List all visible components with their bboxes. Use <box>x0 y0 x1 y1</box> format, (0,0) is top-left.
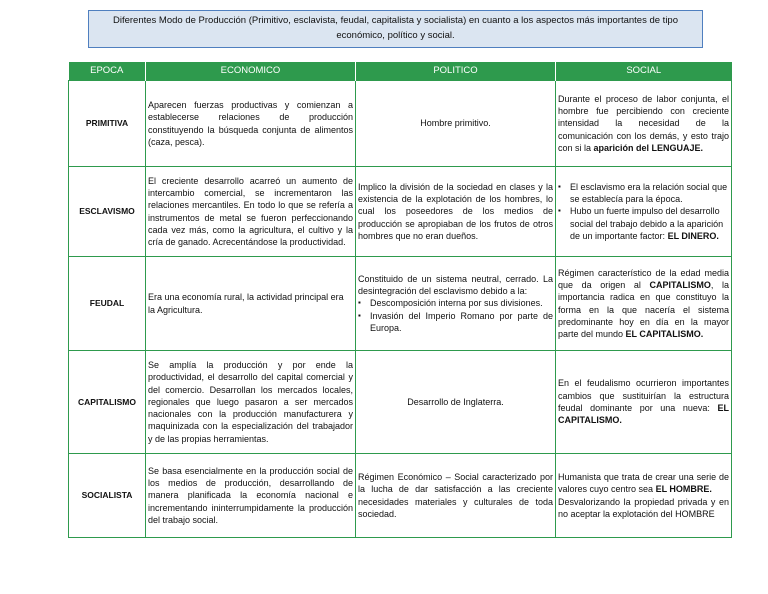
social-highlight: EL DINERO. <box>667 230 719 241</box>
social-highlight: aparición del LENGUAJE. <box>593 142 704 153</box>
social-text: Durante el proceso de labor conjunta, el hombre fue percibiendo con creciente intensidad la necesidad de la comunicación con los demás, y esto trajo con si la <box>558 93 729 153</box>
modes-of-production-table <box>68 62 732 538</box>
epoca-cell: ESCLAVISMO <box>69 167 146 257</box>
social-para-2: Desvalorizando la propiedad privada y en no aceptar la explotación del HOMBRE <box>558 496 729 519</box>
social-text: Régimen característico de la edad media que da origen al <box>558 267 729 290</box>
bullet-text: Descomposición interna por sus divisiones. <box>370 298 543 309</box>
economico-cell: Se amplía la producción y por ende la productividad, el desarrollo del capital comercial y del comercio. Desarrollan los mercados locales, regionales que luego pasaron a ser mercados nacionales con la producción manufacturera y maquinizada con la especialización del trabajador y de las propias herramientas. <box>146 351 356 454</box>
bullet-text: Invasión del Imperio Romano por parte de Europa. <box>370 310 553 333</box>
social-para <box>558 471 729 496</box>
row-feudal <box>69 257 732 351</box>
social-cell <box>556 167 732 257</box>
row-socialista <box>69 454 732 538</box>
header-epoca: EPOCA <box>69 62 146 81</box>
row-esclavismo <box>69 167 732 257</box>
social-text: Humanista que trata de crear una serie de valores cuyo centro sea <box>558 471 729 495</box>
header-social: SOCIAL <box>556 62 732 81</box>
politico-cell: Implico la división de la sociedad en clases y la existencia de la explotación de los hombres, lo cual los poseedores de los medios de producción se apropiaban de los frutos de otros hombres que no eran dueños. <box>356 167 556 257</box>
header-politico: POLITICO <box>356 62 556 81</box>
economico-cell: Era una economía rural, la actividad principal era la Agricultura. <box>146 257 356 351</box>
header-economico: ECONOMICO <box>146 62 356 81</box>
document-title: Diferentes Modo de Producción (Primitivo, esclavista, feudal, capitalista y socialista) en cuanto a los aspectos más importantes de tipo económico, político y social. <box>88 10 703 48</box>
politico-bullet-item <box>358 297 553 309</box>
social-highlight-end: EL CAPITALISMO. <box>625 329 704 340</box>
bullet-icon: ▪ <box>558 181 561 191</box>
social-cell <box>556 454 732 538</box>
economico-cell: Aparecen fuerzas productivas y comienzan a establecerse relaciones de producción constituyendo la búsqueda conjunta de alimentos (caza, pesca). <box>146 81 356 167</box>
bullet-icon: ▪ <box>358 298 361 308</box>
politico-cell: Desarrollo de Inglaterra. <box>356 351 556 454</box>
epoca-cell: PRIMITIVA <box>69 81 146 167</box>
social-cell <box>556 351 732 454</box>
bullet-text: El esclavismo era la relación social que se establecía para la época. <box>570 181 728 205</box>
social-bullet-item <box>558 181 729 206</box>
bullet-text-main: Hubo un fuerte impulso del desarrollo social del trabajo debido a la aparición de un importante factor: <box>570 206 724 241</box>
social-highlight: EL CAPITALISMO. <box>558 403 729 426</box>
social-cell <box>556 81 732 167</box>
economico-cell: El creciente desarrollo acarreó un aumento de intercambio comercial, se incrementaron las relaciones mercantiles. En todo lo que se refería a instrumentos de metal se fueron perfeccionando cada vez más, como la agricultura, el cultivo y la cría de ganado. Acrecentándose la productividad. <box>146 167 356 257</box>
social-bullet-item <box>558 205 729 242</box>
politico-bullet-item <box>358 310 553 335</box>
politico-cell: Régimen Económico – Social caracterizado por la lucha de dar satisfacción a las creciente necesidades materiales y culturales de toda sociedad. <box>356 454 556 538</box>
politico-intro: Constituido de un sistema neutral, cerrado. La desintegración del esclavismo debido a la: <box>358 273 553 297</box>
epoca-cell: FEUDAL <box>69 257 146 351</box>
header-row <box>69 62 732 81</box>
bullet-text <box>570 205 729 242</box>
social-text: En el feudalismo ocurrieron importantes cambios que sustituirían la estructura feudal dominante por una nueva: <box>558 378 729 413</box>
row-capitalismo <box>69 351 732 454</box>
social-highlight: EL HOMBRE. <box>655 484 712 495</box>
bullet-icon: ▪ <box>558 206 561 216</box>
social-highlight: CAPITALISMO <box>649 279 711 290</box>
social-cell <box>556 257 732 351</box>
social-text-cont: , la importancia radica en que constituyo la forma en la que nacería el sistema predominante hoy en día en la mayor parte del mundo <box>558 279 729 340</box>
epoca-cell: CAPITALISMO <box>69 351 146 454</box>
politico-cell <box>356 257 556 351</box>
row-primitiva <box>69 81 732 167</box>
bullet-icon: ▪ <box>358 310 361 320</box>
epoca-cell: SOCIALISTA <box>69 454 146 538</box>
economico-cell: Se basa esencialmente en la producción social de los medios de producción, desarrollando de manera planificada la economía nacional e incrementando ininterrumpidamente la producción del trabajo social. <box>146 454 356 538</box>
politico-cell: Hombre primitivo. <box>356 81 556 167</box>
